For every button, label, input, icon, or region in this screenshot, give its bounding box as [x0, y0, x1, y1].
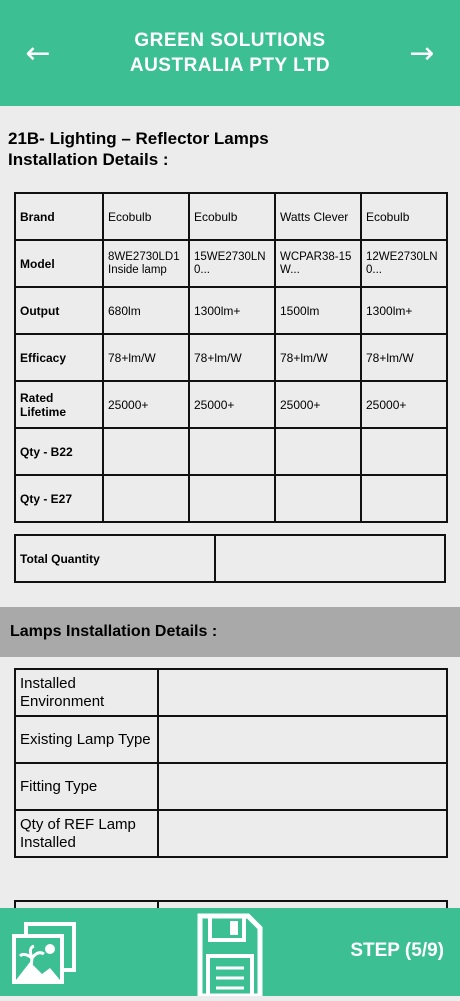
row-label: Output: [15, 287, 103, 334]
lamps-table-cell[interactable]: [189, 475, 275, 522]
lamps-table-cell[interactable]: [275, 475, 361, 522]
back-arrow-icon[interactable]: ←: [25, 35, 51, 71]
install-row-label: Qty of REF Lamp Installed: [15, 810, 158, 857]
save-icon[interactable]: [194, 912, 266, 996]
install-table-row: [15, 810, 447, 857]
lamps-table-cell[interactable]: [103, 428, 189, 475]
lamps-table-cell[interactable]: 12WE2730LN 0...: [361, 240, 447, 287]
lamps-table-cell[interactable]: [103, 475, 189, 522]
gallery-icon[interactable]: [12, 922, 76, 984]
lamps-table-row: [15, 334, 447, 381]
lamps-table-cell[interactable]: WCPAR38-15 W...: [275, 240, 361, 287]
step-indicator: STEP (5/9): [350, 940, 444, 961]
section-title-line2: Installation Details :: [8, 150, 169, 169]
lamps-table-row: [15, 240, 447, 287]
lamps-table-cell[interactable]: [189, 428, 275, 475]
lamps-table-cell[interactable]: 15WE2730LN 0...: [189, 240, 275, 287]
install-row-label: Installed Environment: [15, 669, 158, 716]
row-label: Qty - E27: [15, 475, 103, 522]
lamps-table-cell[interactable]: Ecobulb: [103, 193, 189, 240]
lamps-table-cell[interactable]: 8WE2730LD1 Inside lamp: [103, 240, 189, 287]
form-content[interactable]: [0, 106, 460, 908]
lamps-table-row: [15, 193, 447, 240]
lamps-table-row: [15, 287, 447, 334]
company-title-line1: GREEN SOLUTIONS: [134, 30, 326, 51]
total-quantity-value[interactable]: [215, 535, 445, 582]
lamps-table-cell[interactable]: 680lm: [103, 287, 189, 334]
lamps-table-cell[interactable]: 78+lm/W: [275, 334, 361, 381]
lamps-table-cell[interactable]: 1300lm+: [361, 287, 447, 334]
section-title-installation: Lamps Installation Details :: [0, 607, 460, 657]
row-label: Model: [15, 240, 103, 287]
lamps-table-cell[interactable]: 78+lm/W: [189, 334, 275, 381]
row-label: Brand: [15, 193, 103, 240]
app-header: [0, 0, 460, 106]
install-table-row: [15, 669, 447, 716]
install-row-label: Fitting Type: [15, 763, 158, 810]
total-quantity-label: Total Quantity: [15, 535, 215, 582]
row-label: Rated Lifetime: [15, 381, 103, 428]
row-label: Qty - B22: [15, 428, 103, 475]
app-footer: [0, 908, 460, 996]
install-row-value[interactable]: [158, 669, 447, 716]
lamps-table-cell[interactable]: 25000+: [361, 381, 447, 428]
lamps-table-row: [15, 428, 447, 475]
lamps-table-cell[interactable]: 25000+: [189, 381, 275, 428]
total-quantity-value-table: [214, 534, 446, 583]
lamps-table-cell[interactable]: 78+lm/W: [103, 334, 189, 381]
forward-arrow-icon[interactable]: →: [409, 35, 435, 71]
install-table-row: [15, 716, 447, 763]
install-table-row: [15, 763, 447, 810]
row-label: Efficacy: [15, 334, 103, 381]
lamps-table-cell[interactable]: [361, 475, 447, 522]
section-title-reflector: [8, 128, 460, 170]
reflector-lamps-table: [14, 192, 448, 523]
partial-row-value[interactable]: [158, 901, 447, 908]
lamps-table-cell[interactable]: 25000+: [275, 381, 361, 428]
company-title-line2: AUSTRALIA PTY LTD: [129, 55, 331, 76]
install-row-value[interactable]: [158, 810, 447, 857]
lamps-table-cell[interactable]: Ecobulb: [361, 193, 447, 240]
total-quantity-label-table: [14, 534, 216, 583]
lamps-table-cell[interactable]: 78+lm/W: [361, 334, 447, 381]
partial-row-label: [15, 901, 158, 908]
lamps-table-cell[interactable]: [361, 428, 447, 475]
installation-details-table: [14, 668, 448, 858]
company-title: [130, 28, 330, 78]
lamps-table-cell[interactable]: [275, 428, 361, 475]
lamps-table-row: [15, 381, 447, 428]
lamps-table-row: [15, 475, 447, 522]
lamps-table-cell[interactable]: 1300lm+: [189, 287, 275, 334]
lamps-table-cell[interactable]: Ecobulb: [189, 193, 275, 240]
lamps-table-cell[interactable]: 25000+: [103, 381, 189, 428]
section-title-line1: 21B- Lighting – Reflector Lamps: [8, 129, 269, 148]
lamps-table-cell[interactable]: 1500lm: [275, 287, 361, 334]
install-row-value[interactable]: [158, 716, 447, 763]
next-row-partial: [14, 900, 448, 908]
lamps-table-cell[interactable]: Watts Clever: [275, 193, 361, 240]
install-row-value[interactable]: [158, 763, 447, 810]
install-row-label: Existing Lamp Type: [15, 716, 158, 763]
